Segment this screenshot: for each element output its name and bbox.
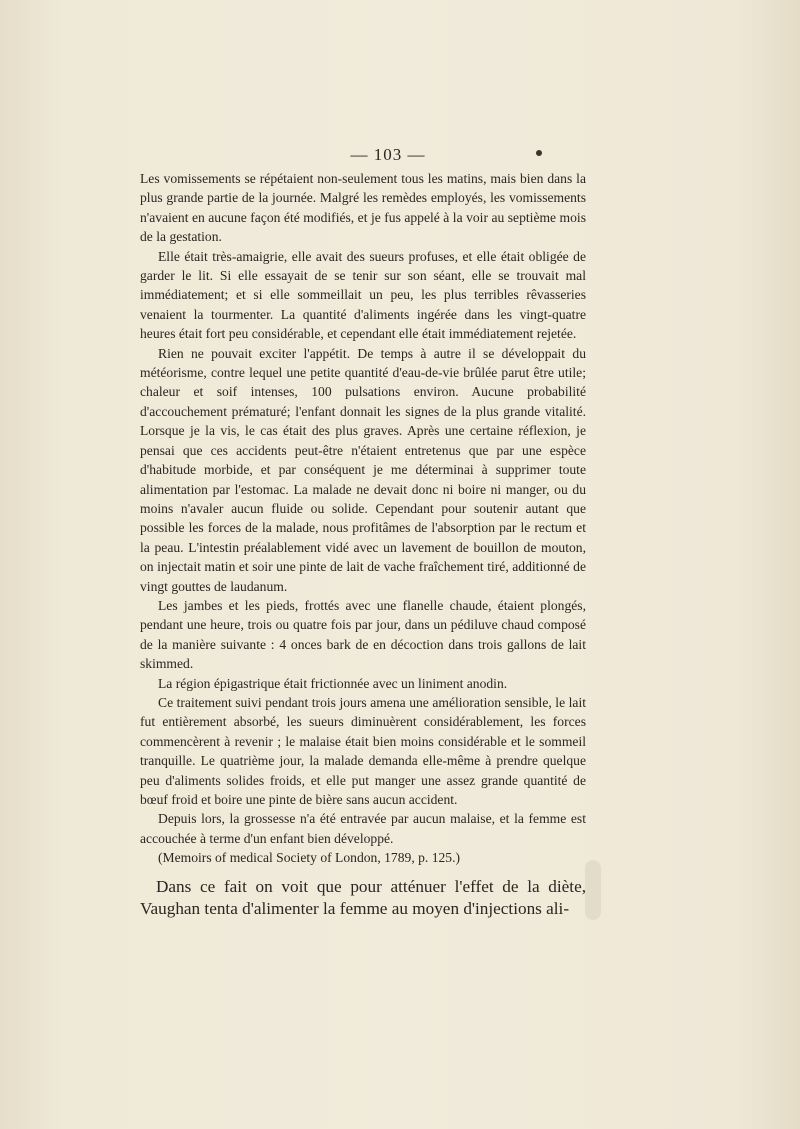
paragraph: Elle était très-amaigrie, elle avait des sueurs profuses, et elle était obligée de garder le lit. Si elle essayait de se tenir sur son séant, elle se trouvait mal immédiatement; et si elle sommeillait un peu, les plus terribles rêvasseries venaient la tourmenter. La quantité d'aliments ingérée dans les vingt-quatre heures était fort peu considérable, et cependant elle était immédiatement rejetée. <box>140 248 586 342</box>
closing-paragraph: Dans ce fait on voit que pour atténuer l'effet de la diète, Vaughan tenta d'alimenter la femme au moyen d'injections ali- <box>140 876 586 918</box>
text-block <box>140 145 586 920</box>
paper-smudge <box>585 860 601 920</box>
paragraph: Ce traitement suivi pendant trois jours amena une amélioration sensible, le lait fut entièrement absorbé, les sueurs diminuèrent considérablement, les forces commencèrent à revenir ; le malaise était bien moins considérable et le sommeil tranquille. Le quatrième jour, la malade demanda elle-même à prendre quelque peu d'aliments solides froids, et elle put manger une assez grande quantité de bœuf froid et boire une pinte de bière sans aucun accident. <box>140 694 586 807</box>
paragraph: Depuis lors, la grossesse n'a été entravée par aucun malaise, et la femme est accouchée à terme d'un enfant bien développé. <box>140 811 586 846</box>
citation: (Memoirs of medical Society of London, 1789, p. 125.) <box>158 850 461 866</box>
page-number: — 103 — <box>350 145 426 164</box>
case-report <box>140 169 586 868</box>
paragraph: La région épigastrique était frictionnée avec un liniment anodin. <box>158 675 508 691</box>
paragraph: Les vomissements se répétaient non-seulement tous les matins, mais bien dans la plus grande partie de la journée. Malgré les remèdes employés, les vomissements n'avaient en aucune façon été modifiés, et je fus appelé à la voir au septième mois de la gestation. <box>140 171 586 245</box>
paragraph: Les jambes et les pieds, frottés avec une flanelle chaude, étaient plongés, pendant une heure, trois ou quatre fois par jour, dans un pédiluve chaud composé de la manière suivante : 4 onces bark de en décoction dans trois gallons de lait skimmed. <box>140 597 586 672</box>
closing-section <box>140 876 586 920</box>
paragraph: Rien ne pouvait exciter l'appétit. De temps à autre il se développait du météorisme, contre lequel une petite quantité d'eau-de-vie brûlée parut être utile; chaleur et soif intenses, 100 pulsations environ. Aucune probabilité d'accouchement prématuré; l'enfant donnait les signes de la plus grande vitalité. Lorsque je la vis, le cas était des plus graves. Après une certaine réflexion, je pensai que ces accidents peut-être n'étaient entretenus que par une espèce d'habitude morbide, et par conséquent je me déterminai à supprimer toute alimentation par l'estomac. La malade ne devait donc ni boire ni manger, ou du moins n'avaler aucun fluide ou solide. Cependant pour soutenir autant que possible les forces de la malade, nous profitâmes de l'absorption par le rectum et la peau. L'intestin préalablement vidé avec un lavement de bouillon de mouton, on injectait matin et soir une pinte de lait de vache fraîchement tiré, additionné de vingt gouttes de laudanum. <box>140 345 586 594</box>
